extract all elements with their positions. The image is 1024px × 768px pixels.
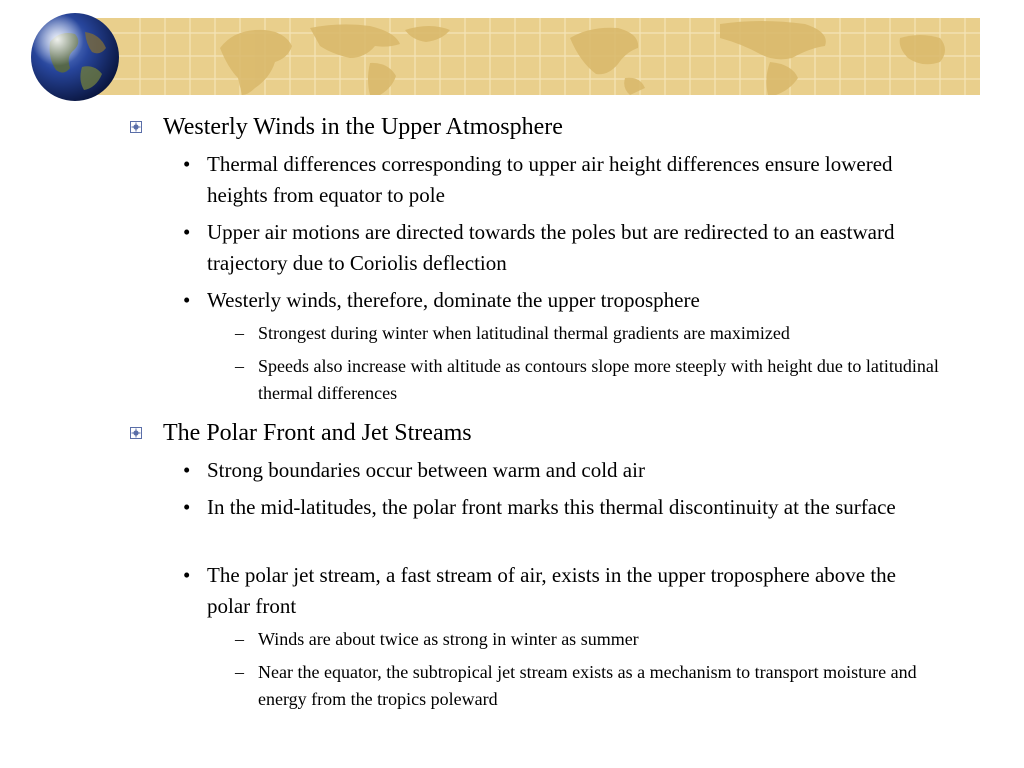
sub-list-item-text: Near the equator, the subtropical jet stream exists as a mechanism to transport moisture and energy from the tropics poleward xyxy=(258,662,917,709)
dash-bullet-icon: – xyxy=(235,629,244,649)
bullet-marker-icon xyxy=(130,121,142,133)
bullet-dot-icon: • xyxy=(183,288,191,312)
list-item-text: The polar jet stream, a fast stream of air, exists in the upper troposphere above the polar front xyxy=(207,563,897,618)
dash-bullet-icon: – xyxy=(235,323,244,343)
list-item-text: Strong boundaries occur between warm and cold air xyxy=(207,458,645,482)
sub-list-item-text: Winds are about twice as strong in winter as summer xyxy=(258,629,639,649)
list-item-text: Westerly winds, therefore, dominate the upper troposphere xyxy=(207,288,700,312)
bullet-dot-icon: • xyxy=(183,220,191,244)
list-item-text: In the mid-latitudes, the polar front marks this thermal discontinuity at the surface xyxy=(207,495,896,519)
bullet-dot-icon: • xyxy=(183,458,191,482)
list-item-text: Thermal differences corresponding to upper air height differences ensure lowered heights from equator to pole xyxy=(207,152,893,207)
bullet-dot-icon: • xyxy=(183,563,191,587)
bullet-dot-icon: • xyxy=(183,152,191,176)
sub-list-item-text: Speeds also increase with altitude as contours slope more steeply with height due to latitudinal thermal differences xyxy=(258,356,939,403)
bullet-dot-icon: • xyxy=(183,495,191,519)
bullet-marker-icon xyxy=(130,427,142,439)
section-heading-text: The Polar Front and Jet Streams xyxy=(163,420,472,446)
sub-list-item-text: Strongest during winter when latitudinal thermal gradients are maximized xyxy=(258,323,790,343)
dash-bullet-icon: – xyxy=(235,356,244,376)
list-item-text: Upper air motions are directed towards the poles but are redirected to an eastward trajectory due to Coriolis deflection xyxy=(207,220,895,275)
dash-bullet-icon: – xyxy=(235,662,244,682)
section-heading-text: Westerly Winds in the Upper Atmosphere xyxy=(163,114,563,140)
